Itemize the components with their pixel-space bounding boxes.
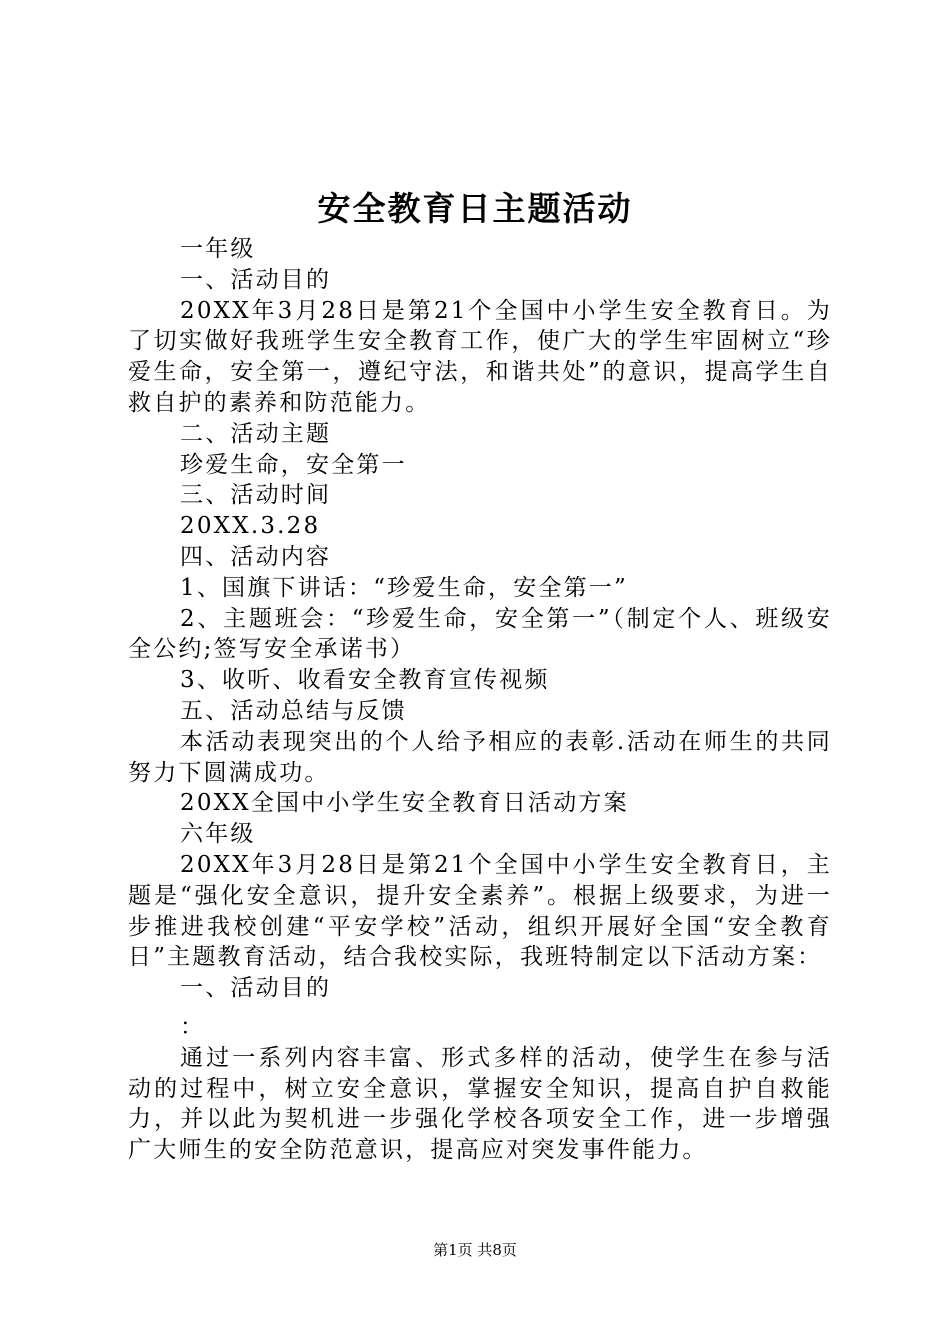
- document-body: [128, 234, 832, 1166]
- section-heading: 三、活动时间: [180, 482, 332, 509]
- paragraph: 20XX年3月28日是第21个全国中小学生安全教育日，主题是“强化安全意识，提升安全素养”。根据上级要求，为进一步推进我校创建“平安学校”活动，组织开展好全国“安全教育日”主题教育活动，结合我校实际，我班特制定以下活动方案：: [128, 851, 832, 971]
- page-footer: 第1页 共8页: [433, 1241, 517, 1259]
- section-heading: 五、活动总结与反馈: [180, 697, 407, 724]
- paragraph: 20XX.3.28: [180, 513, 321, 540]
- section-heading: 一、活动目的: [180, 266, 332, 293]
- paragraph: 20XX全国中小学生安全教育日活动方案: [180, 790, 629, 817]
- section-heading: 二、活动主题: [180, 420, 332, 447]
- list-item: 1、国旗下讲话：“珍爱生命，安全第一”: [180, 574, 628, 601]
- paragraph: 一年级: [180, 236, 256, 262]
- paragraph: ：: [180, 1013, 206, 1040]
- paragraph: 20XX年3月28日是第21个全国中小学生安全教育日。为了切实做好我班学生安全教育工作，使广大的学生牢固树立“珍爱生命，安全第一，遵纪守法，和谐共处”的意识，提高学生自救自护的素养和防范能力。: [128, 297, 832, 416]
- paragraph: 本活动表现突出的个人给予相应的表彰.活动在师生的共同努力下圆满成功。: [128, 728, 832, 786]
- paragraph: 通过一系列内容丰富、形式多样的活动，使学生在参与活动的过程中，树立安全意识，掌握安全知识，提高自护自救能力，并以此为契机进一步强化学校各项安全工作，进一步增强广大师生的安全防范意识，提高应对突发事件能力。: [128, 1044, 832, 1164]
- list-item: 3、收听、收看安全教育宣传视频: [180, 667, 550, 694]
- section-heading: 一、活动目的: [180, 975, 332, 1002]
- spacer: [128, 1004, 832, 1012]
- list-item: 2、主题班会：“珍爱生命，安全第一”（制定个人、班级安全公约;签写安全承诺书）: [128, 605, 832, 663]
- section-heading: 四、活动内容: [180, 543, 332, 570]
- paragraph: 六年级: [180, 821, 256, 848]
- document-title: 安全教育日主题活动: [317, 189, 633, 228]
- paragraph: 珍爱生命，安全第一: [180, 451, 407, 478]
